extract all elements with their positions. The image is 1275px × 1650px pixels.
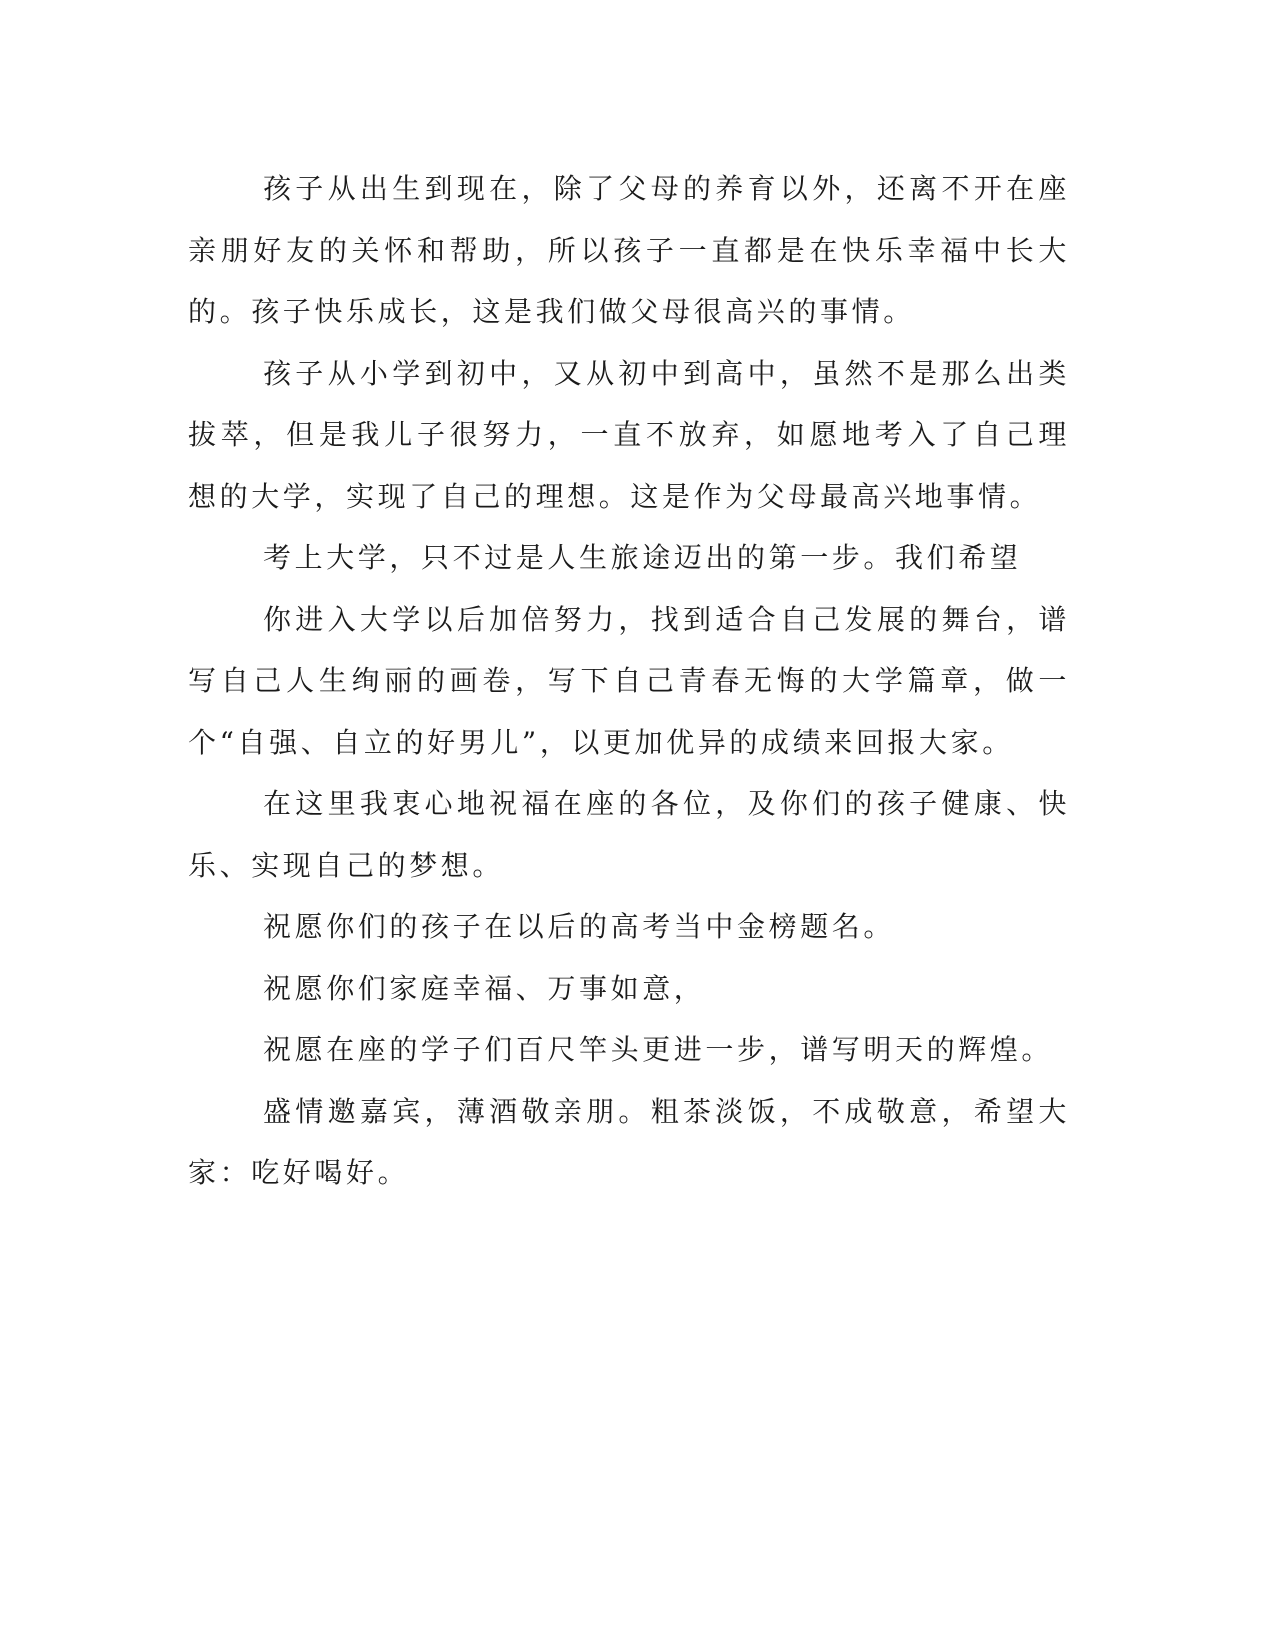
document-body	[188, 158, 1070, 1204]
paragraph-5: 在这里我衷心地祝福在座的各位，及你们的孩子健康、快乐、实现自己的梦想。	[188, 787, 1070, 882]
paragraph-1: 孩子从出生到现在，除了父母的养育以外，还离不开在座亲朋好友的关怀和帮助，所以孩子一直都是在快乐幸福中长大的。孩子快乐成长，这是我们做父母很高兴的事情。	[188, 172, 1070, 328]
paragraph-3: 考上大学，只不过是人生旅途迈出的第一步。我们希望	[263, 541, 1022, 574]
paragraph-9: 盛情邀嘉宾，薄酒敬亲朋。粗茶淡饭，不成敬意，希望大家：吃好喝好。	[188, 1094, 1070, 1189]
paragraph-8: 祝愿在座的学子们百尺竿头更进一步，谱写明天的辉煌。	[263, 1033, 1054, 1066]
paragraph-7: 祝愿你们家庭幸福、万事如意，	[263, 971, 706, 1005]
paragraph-4: 你进入大学以后加倍努力，找到适合自己发展的舞台，谱写自己人生绚丽的画卷，写下自己青春无悔的大学篇章，做一个“自强、自立的好男儿”，以更加优异的成绩来回报大家。	[188, 602, 1070, 759]
paragraph-6: 祝愿你们的孩子在以后的高考当中金榜题名。	[263, 910, 896, 943]
paragraph-2: 孩子从小学到初中，又从初中到高中，虽然不是那么出类拔萃，但是我儿子很努力，一直不放弃，如愿地考入了自己理想的大学，实现了自己的理想。这是作为父母最高兴地事情。	[188, 356, 1070, 513]
